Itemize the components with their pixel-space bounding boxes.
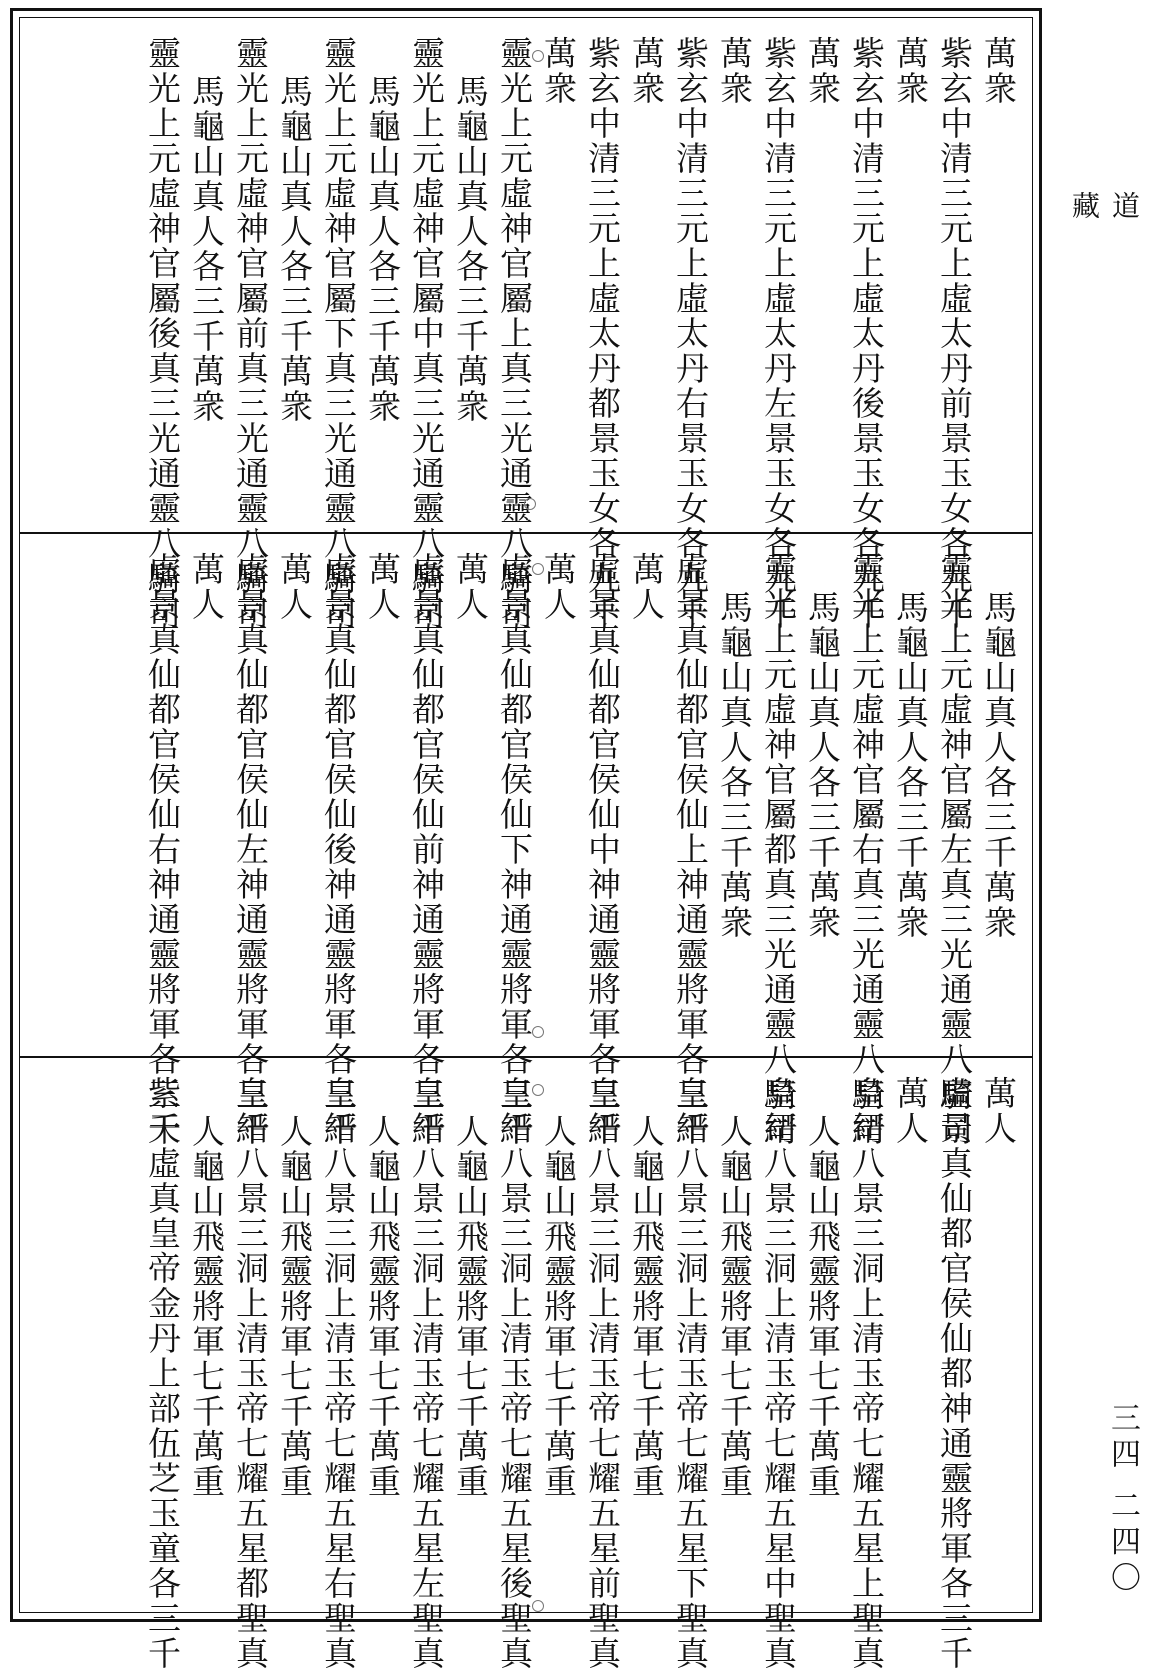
text-column: 皇縉八景三洞上清玉帝七耀五星前聖真 [583,1076,622,1671]
text-column: 虛景真仙都官侯仙上神通靈將軍各三千 [671,552,710,1147]
text-column: 紫玄中清三元上虛太丹都景玉女各九千 [583,36,622,631]
text-column: 馬龜山真人各三千萬衆 [363,74,402,424]
text-column: 萬衆 [979,36,1018,106]
text-column: 馬龜山真人各三千萬衆 [979,590,1018,940]
text-column: 馬龜山真人各三千萬衆 [891,590,930,940]
text-column: 靈光上元虛神官屬上真三光通靈八騎司 [495,36,534,631]
text-column: 虛景真仙都官侯仙後神通靈將軍各三千 [319,552,358,1147]
text-column: 馬龜山真人各三千萬衆 [451,74,490,424]
text-column: 人龜山飛靈將軍七千萬重 [187,1114,226,1499]
text-column: 人龜山飛靈將軍七千萬重 [803,1114,842,1499]
panel-bottom [20,1056,1032,1671]
text-column: 虛景真仙都官侯仙都神通靈將軍各三千 [935,1076,974,1671]
text-column: 靈光上元虛神官屬下真三光通靈八騎司 [319,36,358,631]
text-column: 人龜山飛靈將軍七千萬重 [275,1114,314,1499]
text-column: 紫玄中清三元上虛太丹後景玉女各九千 [847,36,886,631]
text-column: 靈光上元虛神官屬右真三光通靈八騎司 [847,552,886,1147]
text-column: 虛景真仙都官侯仙前神通靈將軍各三千 [407,552,446,1147]
text-column: 紫玄中清三元上虛太丹左景玉女各九千 [759,36,798,631]
book-title: 道藏 [1068,191,1141,369]
text-column: 皇縉八景三洞上清玉帝七耀五星上聖真 [847,1076,886,1671]
text-column: 萬人 [275,552,314,622]
text-column: 皇縉八景三洞上清玉帝七耀五星右聖真 [319,1076,358,1671]
page-number: 三四 二四〇 [1105,1402,1140,1598]
text-column: 虛景真仙都官侯仙中神通靈將軍各三千 [583,552,622,1147]
text-column: 虛景真仙都官侯仙下神通靈將軍各三千 [495,552,534,1147]
text-column: 人龜山飛靈將軍七千萬重 [715,1114,754,1499]
text-column: 萬人 [363,552,402,622]
text-column: 人龜山飛靈將軍七千萬重 [627,1114,666,1499]
punctuation-circle [532,1600,544,1612]
text-column: 馬龜山真人各三千萬衆 [275,74,314,424]
text-column: 皇縉八景三洞上清玉帝七耀五星下聖真 [671,1076,710,1671]
text-column: 馬龜山真人各三千萬衆 [715,590,754,940]
text-column: 靈光上元虛神官屬都真三光通靈八騎司 [759,552,798,1147]
text-column: 萬人 [187,552,226,622]
text-column: 萬人 [451,552,490,622]
text-column: 萬衆 [627,36,666,106]
text-column: 人龜山飛靈將軍七千萬重 [451,1114,490,1499]
text-column: 馬龜山真人各三千萬衆 [803,590,842,940]
text-column: 人龜山飛靈將軍七千萬重 [363,1114,402,1499]
text-column: 虛景真仙都官侯仙左神通靈將軍各三千 [231,552,270,1147]
text-column: 皇縉八景三洞上清玉帝七耀五星中聖真 [759,1076,798,1671]
text-column: 虛景真仙都官侯仙右神通靈將軍各三千 [143,552,182,1147]
page-frame [10,8,1042,1671]
text-block [19,17,1033,1671]
panel-middle [20,532,1032,1147]
text-column: 皇縉八景三洞上清玉帝七耀五星左聖真 [407,1076,446,1671]
text-column: 萬人 [539,552,578,622]
text-column: 萬衆 [539,36,578,106]
punctuation-circle [532,1084,544,1096]
text-column: 萬人 [627,552,666,622]
text-column: 萬人 [979,1076,1018,1146]
text-column: 紫玄中清三元上虛太丹前景玉女各九千 [935,36,974,631]
text-column: 萬人 [891,1076,930,1146]
text-column: 馬龜山真人各三千萬衆 [187,74,226,424]
text-column: 萬衆 [891,36,930,106]
text-column: 靈光上元虛神官屬中真三光通靈八騎司 [407,36,446,631]
text-column: 紫玄中清三元上虛太丹右景玉女各九千 [671,36,710,631]
text-column: 人龜山飛靈將軍七千萬重 [539,1114,578,1499]
text-column: 靈光上元虛神官屬左真三光通靈八騎司 [935,552,974,1147]
text-column: 靈光上元虛神官屬後真三光通靈八騎司 [143,36,182,631]
text-column: 萬衆 [803,36,842,106]
punctuation-circle [532,1026,544,1038]
text-column: 皇縉八景三洞上清玉帝七耀五星都聖真 [231,1076,270,1671]
punctuation-circle [532,50,544,62]
text-column: 紫天虛真皇帝金丹上部伍芝玉童各三千 [143,1076,182,1671]
punctuation-circle [524,498,536,510]
text-column: 皇縉八景三洞上清玉帝七耀五星後聖真 [495,1076,534,1671]
text-column: 萬衆 [715,36,754,106]
text-column: 靈光上元虛神官屬前真三光通靈八騎司 [231,36,270,631]
punctuation-circle [532,563,544,575]
